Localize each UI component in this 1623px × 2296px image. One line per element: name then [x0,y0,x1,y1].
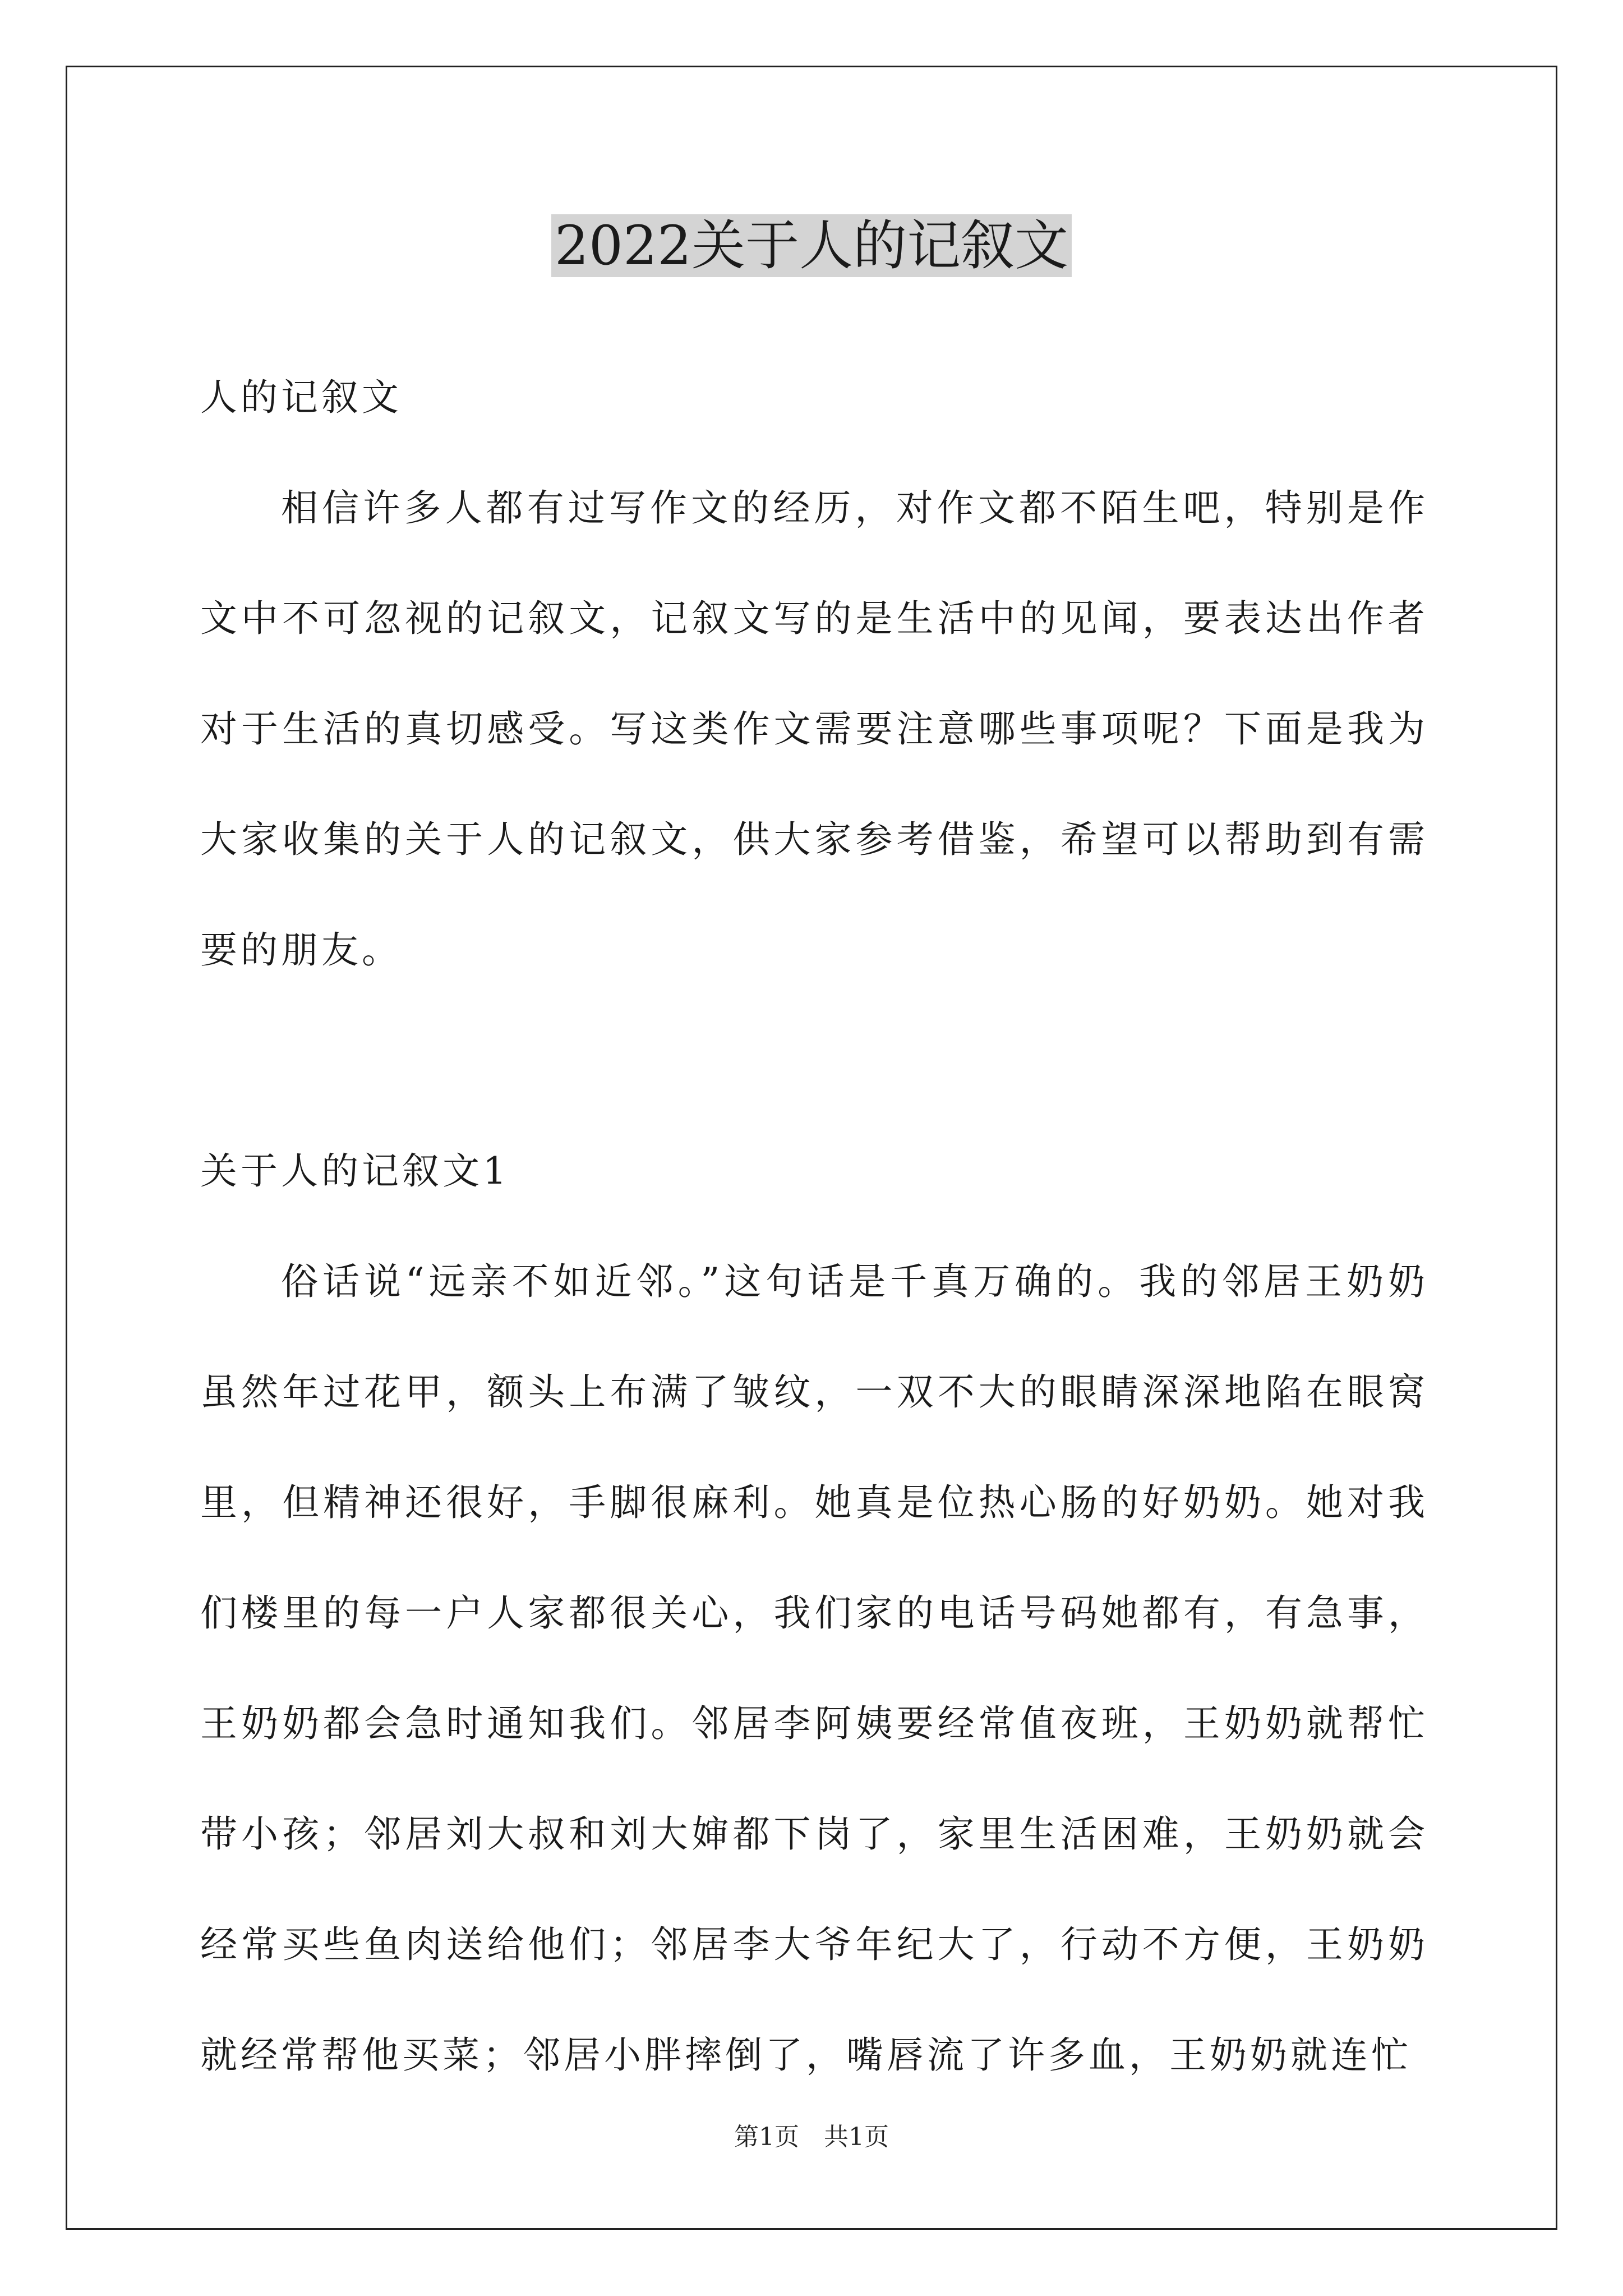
document-body [200,342,1428,2110]
document-title-text: 2022关于人的记叙文 [551,214,1072,277]
document-title [0,206,1623,285]
intro-paragraph: 相信许多人都有过写作文的经历，对作文都不陌生吧，特别是作文中不可忽视的记叙文，记叙文写的是生活中的见闻，要表达出作者对于生活的真切感受。写这类作文需要注意哪些事项呢？下面是我为大家收集的关于人的记叙文，供大家参考借鉴，希望可以帮助到有需要的朋友。 [200,486,1428,972]
section-spacer [200,1005,1428,1116]
page-footer [0,2120,1623,2154]
section-heading-intro: 人的记叙文 [200,376,402,419]
essay-1-paragraph: 俗话说“远亲不如近邻。”这句话是千真万确的。我的邻居王奶奶虽然年过花甲，额头上布满了皱纹，一双不大的眼睛深深地陷在眼窝里，但精神还很好，手脚很麻利。她真是位热心肠的好奶奶。她对我们楼里的每一户人家都很关心，我们家的电话号码她都有，有急事，王奶奶都会急时通知我们。邻居李阿姨要经常值夜班，王奶奶就帮忙带小孩；邻居刘大叔和刘大婶都下岗了，家里生活困难，王奶奶就会经常买些鱼肉送给他们；邻居李大爷年纪大了，行动不方便，王奶奶就经常帮他买菜；邻居小胖摔倒了，嘴唇流了许多血，王奶奶就连忙 [200,1260,1428,2077]
section-heading-essay-1: 关于人的记叙文1 [200,1149,510,1193]
page-number: 第1页 共1页 [734,2123,889,2151]
